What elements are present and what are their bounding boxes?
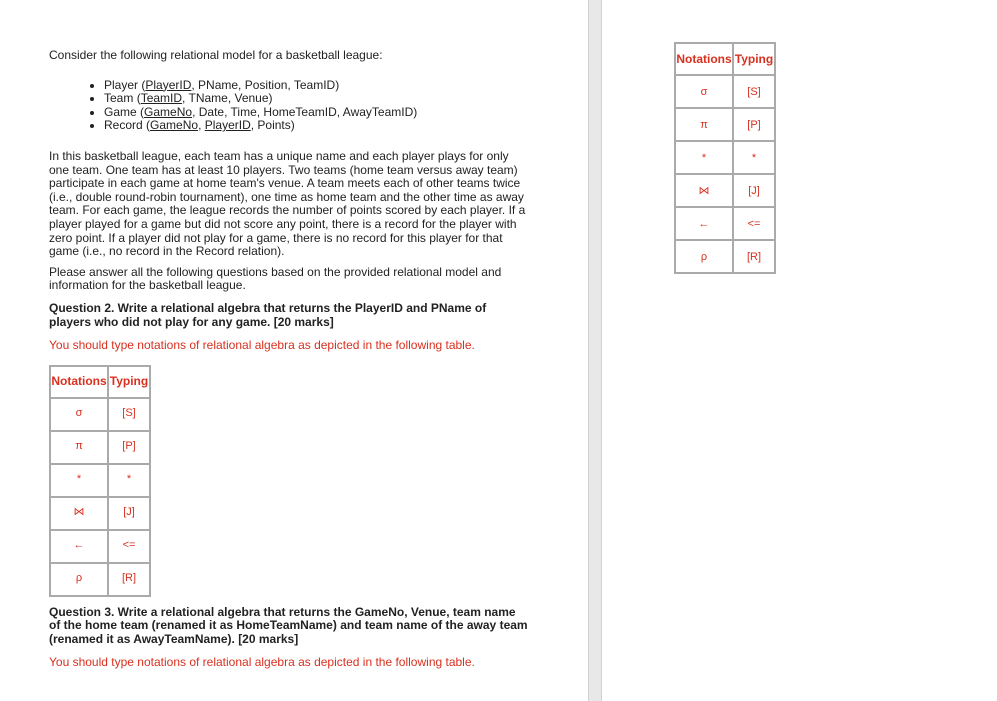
intro-text: Consider the following relational model for a basketball league:: [49, 48, 383, 62]
notation-table-copy: [674, 42, 776, 274]
notation-sigma: σ: [675, 75, 733, 108]
typing-cell: [J]: [733, 174, 775, 207]
table-row: [675, 141, 775, 174]
model-item-record: • Record (GameNo, PlayerID, Points): [104, 119, 529, 133]
typing-cell: [P]: [108, 431, 150, 464]
model-item-team: • Team (TeamID, TName, Venue): [104, 92, 529, 106]
typing-cell: [S]: [108, 398, 150, 431]
header-typing: Typing: [733, 43, 775, 75]
notation-pi: π: [675, 108, 733, 141]
typing-cell: *: [733, 141, 775, 174]
notation-join: ⋈: [675, 174, 733, 207]
notation-rho: ρ: [675, 240, 733, 273]
notation-instruction-q2: You should type notations of relational algebra as depicted in the following table.: [49, 338, 475, 353]
notation-join: ⋈: [50, 497, 108, 530]
document-content: [49, 49, 529, 670]
notation-assign: ←: [675, 207, 733, 240]
table-row: [675, 75, 775, 108]
typing-cell: [P]: [733, 108, 775, 141]
typing-cell: [R]: [108, 563, 150, 596]
notation-pi: π: [50, 431, 108, 464]
table-row: [50, 563, 150, 596]
notation-sigma: σ: [50, 398, 108, 431]
notation-rho: ρ: [50, 563, 108, 596]
header-typing: Typing: [108, 366, 150, 398]
notation-table: [49, 365, 151, 597]
typing-cell: <=: [733, 207, 775, 240]
table-row: [50, 431, 150, 464]
answer-instruction: Please answer all the following questions based on the provided relational model and information for the basketball league.: [49, 264, 502, 293]
table-row: [50, 464, 150, 497]
typing-cell: *: [108, 464, 150, 497]
typing-cell: [R]: [733, 240, 775, 273]
notation-assign: ←: [50, 530, 108, 563]
header-notations: Notations: [675, 43, 733, 75]
typing-cell: [J]: [108, 497, 150, 530]
question-3: Question 3. Write a relational algebra that returns the GameNo, Venue, team name of the home team (renamed it as HomeTeamName) and team name of the away team (renamed it as AwayTeamName). [20 marks]: [49, 604, 528, 646]
notation-star: *: [50, 464, 108, 497]
table-row: [675, 108, 775, 141]
table-row: [50, 398, 150, 431]
header-notations: Notations: [50, 366, 108, 398]
league-description: In this basketball league, each team has a unique name and each player plays for only one team. One team has at least 10 players. Two teams (home team versus away team) participate in each game at home team's venue. A team meets each of other teams twice (i.e., double round-robin tournament), one time as home team and the other time as away team. For each game, the league records the number of points scored by each player. If a player played for a game but did not score any point, there is a record for the player with zero point. If a player did not play for a game, there is no record for this player for that game (i.e., no record in the Record relation).: [49, 148, 526, 259]
model-item-player: • Player (PlayerID, PName, Position, TeamID): [104, 79, 529, 93]
notation-instruction-q3: You should type notations of relational algebra as depicted in the following table.: [49, 655, 475, 670]
pane-divider-scrollbar[interactable]: [588, 0, 602, 701]
question-2: Question 2. Write a relational algebra that returns the PlayerID and PName of players who did not play for any game. [20 marks]: [49, 300, 487, 329]
typing-cell: <=: [108, 530, 150, 563]
table-row: [675, 174, 775, 207]
document-right-pane: [602, 0, 997, 701]
notation-star: *: [675, 141, 733, 174]
typing-cell: [S]: [733, 75, 775, 108]
table-row: [675, 240, 775, 273]
relational-model-list: [49, 79, 529, 133]
table-row: [50, 497, 150, 530]
table-row: [50, 530, 150, 563]
table-row: [675, 207, 775, 240]
model-item-game: • Game (GameNo, Date, Time, HomeTeamID, AwayTeamID): [104, 106, 529, 120]
